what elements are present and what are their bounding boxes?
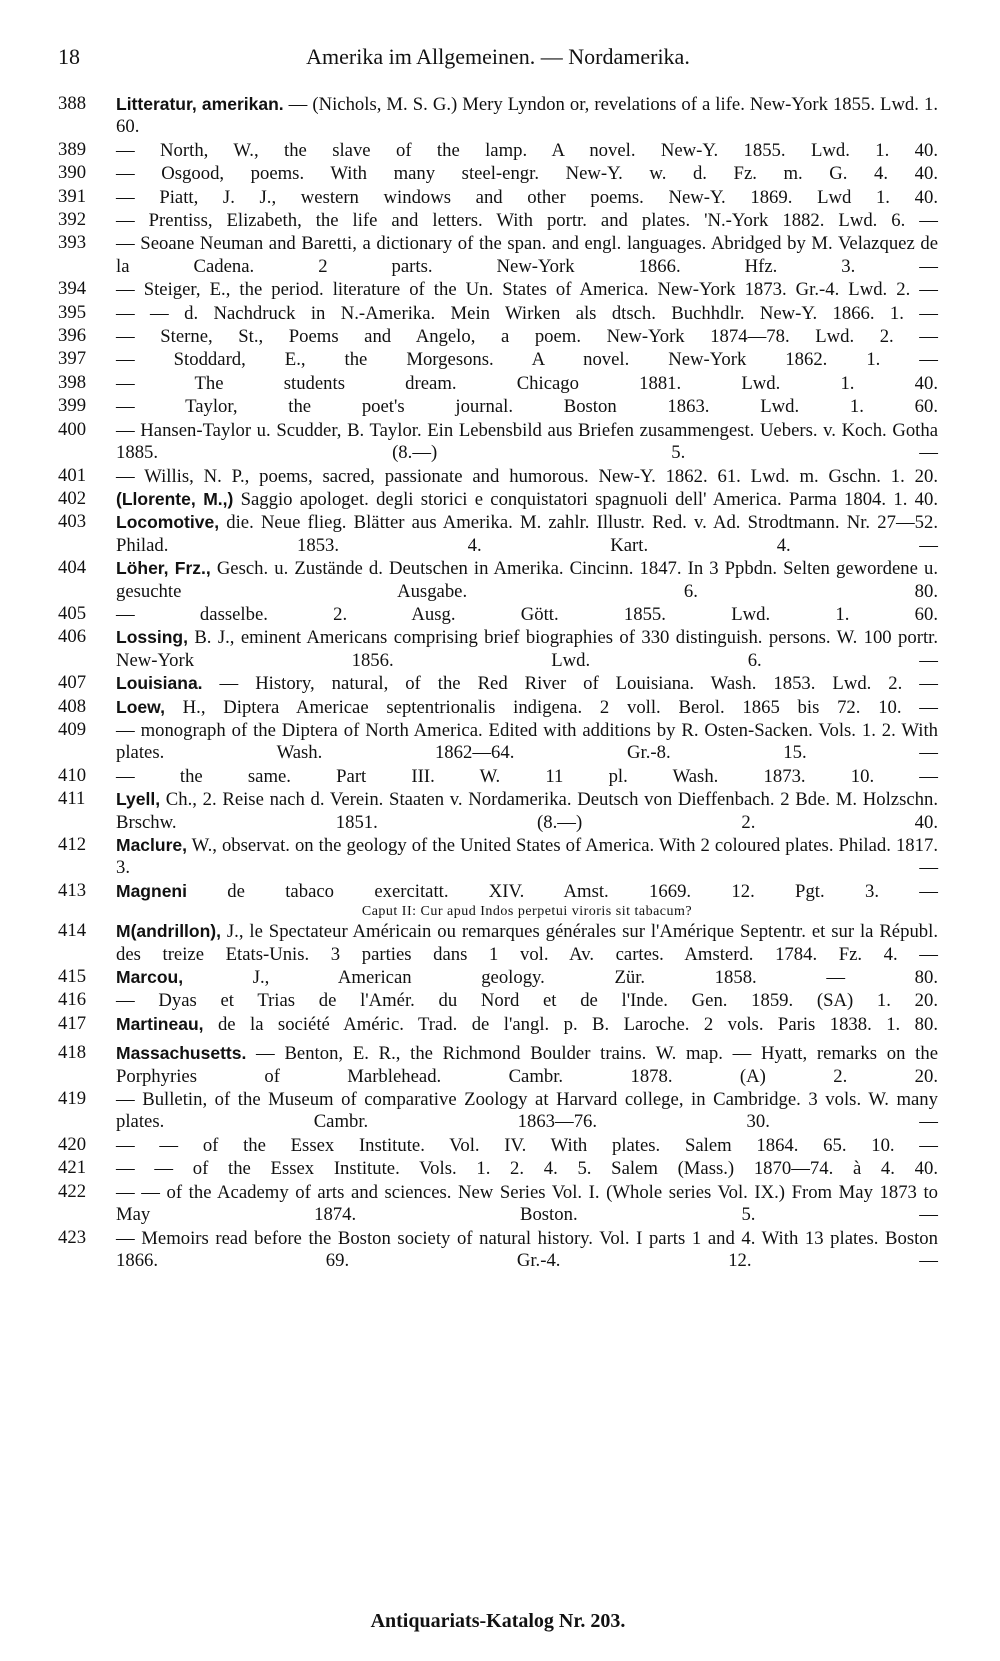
catalog-entry <box>58 232 938 278</box>
entry-heading: Locomotive, <box>116 512 220 533</box>
entry-text <box>116 1157 938 1180</box>
entry-number: 391 <box>58 185 87 207</box>
entry-number: 395 <box>58 301 87 323</box>
catalog-entry <box>58 372 938 395</box>
entry-text <box>116 788 938 834</box>
entry-description: — Prentiss, Elizabeth, the life and letters. With portr. and plates. 'N.-York 1882. Lwd. 6. — <box>116 210 938 232</box>
entry-number: 423 <box>58 1226 87 1248</box>
entry-heading: Maclure, <box>116 835 187 855</box>
entry-description: — North, W., the slave of the lamp. A novel. New-Y. 1855. Lwd. 1. 40. <box>116 139 938 161</box>
catalog-entry <box>58 93 938 139</box>
entry-text <box>116 765 938 788</box>
entry-number: 414 <box>58 920 87 942</box>
entry-number: 388 <box>58 93 87 114</box>
entry-number: 390 <box>58 162 87 184</box>
entry-description: — Taylor, the poet's journal. Boston 1863. Lwd. 1. 60. <box>116 396 938 418</box>
entry-number: 413 <box>58 879 87 901</box>
entry-heading: Martineau, <box>116 1013 204 1034</box>
catalog-entry <box>58 139 938 162</box>
entry-text <box>116 1088 938 1134</box>
entry-text <box>116 278 938 301</box>
entry-number: 397 <box>58 348 87 370</box>
entry-description: Saggio apologet. degli storici e conquistatori spagnuoli dell' America. Parma 1804. 1. 40. <box>233 488 939 510</box>
entry-number: 398 <box>58 371 87 393</box>
entry-text <box>116 719 938 765</box>
entry-heading: Magneni <box>116 880 187 901</box>
entry-text <box>116 672 938 695</box>
entry-description: H., Diptera Americae septentrionalis indigena. 2 voll. Berol. 1865 bis 72. 10. — <box>164 696 938 718</box>
entry-number: 418 <box>58 1042 87 1064</box>
entry-text <box>116 511 938 557</box>
entry-text <box>116 557 938 603</box>
catalog-entry <box>58 1227 938 1273</box>
entry-description: — Osgood, poems. With many steel-engr. New-Y. w. d. Fz. m. G. 4. 40. <box>116 163 938 185</box>
entry-description: — Bulletin, of the Museum of comparative Zoology at Harvard college, in Cambridge. 3 vols. W. many plates. Cambr. 1863—76. 30. — <box>116 1089 938 1133</box>
entry-description: — Memoirs read before the Boston society of natural history. Vol. I parts 1 and 4. With 13 plates. Boston 1866. 69. Gr.-4. 12. — <box>116 1227 938 1271</box>
catalog-entry <box>58 1134 938 1157</box>
entry-description: — Stoddard, E., the Morgesons. A novel. New-York 1862. 1. — <box>116 349 938 371</box>
entry-description: — monograph of the Diptera of North America. Edited with additions by R. Osten-Sacken. Vols. 1. 2. With plates. Wash. 1862—64. Gr.-8. 15. — <box>116 719 938 764</box>
entry-number: 408 <box>58 695 87 717</box>
entry-number: 403 <box>58 511 87 533</box>
entry-description: de la société Améric. Trad. de l'angl. p. B. Laroche. 2 vols. Paris 1838. 1. 80. <box>203 1013 938 1035</box>
entry-number: 407 <box>58 672 87 694</box>
entry-heading: Löher, Frz., <box>116 558 211 579</box>
catalog-entry <box>58 765 938 788</box>
catalog-entry <box>58 1013 938 1036</box>
catalog-entry <box>58 696 938 719</box>
entry-number: 421 <box>58 1157 87 1179</box>
entry-description: die. Neue flieg. Blätter aus Amerika. M. zahlr. Illustr. Red. v. Ad. Strodtmann. Nr. 27—52. Philad. 1853. 4. Kart. 4. — <box>116 512 938 556</box>
entry-text <box>116 834 938 880</box>
catalog-entry <box>58 419 938 465</box>
entry-text <box>116 162 938 185</box>
entry-note: Caput II: Cur apud Indos perpetui viroris sit tabacum? <box>361 904 693 920</box>
entry-text <box>116 209 938 232</box>
entry-description: — the same. Part III. W. 11 pl. Wash. 1873. 10. — <box>116 765 938 787</box>
catalog-entry <box>58 834 938 880</box>
entry-number: 422 <box>58 1180 87 1202</box>
entry-text <box>116 603 938 626</box>
catalog-entry <box>58 920 938 966</box>
entry-text <box>116 488 938 511</box>
entry-number: 412 <box>58 834 87 855</box>
entry-number: 415 <box>58 966 87 988</box>
entry-heading: Litteratur, amerikan. <box>116 94 284 114</box>
entry-text <box>116 302 938 325</box>
entry-heading: Loew, <box>116 696 165 717</box>
entry-number: 392 <box>58 209 87 231</box>
entry-text <box>116 989 938 1012</box>
entry-text <box>116 139 938 162</box>
catalog-entry <box>58 395 938 418</box>
entry-text <box>116 186 938 209</box>
entry-text <box>116 348 938 371</box>
catalog-entry <box>58 1181 938 1227</box>
entry-description: — — of the Essex Institute. Vols. 1. 2. 4. 5. Salem (Mass.) 1870—74. à 4. 40. <box>116 1158 938 1180</box>
catalog-entry <box>58 989 938 1012</box>
entry-number: 411 <box>58 788 86 810</box>
entry-description: — — of the Essex Institute. Vol. IV. With plates. Salem 1864. 65. 10. — <box>116 1134 938 1156</box>
catalog-footer: Antiquariats-Katalog Nr. 203. <box>370 1610 626 1632</box>
entry-number: 409 <box>58 718 87 740</box>
entry-text <box>116 1042 938 1088</box>
entry-number: 405 <box>58 602 87 624</box>
catalog-entry <box>58 348 938 371</box>
catalog-entry <box>58 278 938 301</box>
entry-description: Ch., 2. Reise nach d. Verein. Staaten v. Nordamerika. Deutsch von Dieffenbach. 2 Bde. M. Holzschn. Brschw. 1851. (8.—) 2. 40. <box>116 789 938 833</box>
entry-heading: Lossing, <box>116 627 188 648</box>
entry-number: 401 <box>58 464 87 486</box>
entry-description: — dasselbe. 2. Ausg. Gött. 1855. Lwd. 1. 60. <box>116 603 938 625</box>
catalog-entry <box>58 488 938 511</box>
entry-heading: Marcou, <box>116 967 184 988</box>
entry-description: J., le Spectateur Américain ou remarques générales sur l'Amérique Septentr. et sur la Républ. des treize Etats-Unis. 3 parties dans 1 vol. Av. cartes. Amsterd. 1784. Fz. 4. — <box>116 921 938 965</box>
entry-number: 400 <box>58 418 87 440</box>
entry-number: 417 <box>58 1012 87 1034</box>
entry-text <box>116 419 938 465</box>
entry-text <box>116 1134 938 1157</box>
entry-text <box>116 1227 938 1273</box>
entry-heading: Louisiana. <box>116 673 203 694</box>
entry-heading: (Llorente, M.,) <box>116 488 234 509</box>
entry-description: — Hansen-Taylor u. Scudder, B. Taylor. Ein Lebensbild aus Briefen zusammengest. Uebers. v. Koch. Gotha 1885. (8.—) 5. — <box>116 419 938 464</box>
catalog-entry <box>58 966 938 989</box>
entry-heading: M(andrillon), <box>116 921 221 942</box>
entry-number: 420 <box>58 1133 87 1155</box>
entry-text <box>116 920 938 966</box>
entry-description: — Benton, E. R., the Richmond Boulder trains. W. map. — Hyatt, remarks on the Porphyries of Marblehead. Cambr. 1878. (A) 2. 20. <box>116 1043 938 1087</box>
entry-number: 404 <box>58 557 87 579</box>
catalog-entry <box>58 465 938 488</box>
entry-description: — (Nichols, M. S. G.) Mery Lyndon or, revelations of a life. New-York 1855. Lwd. 1. 60. <box>116 94 938 138</box>
entry-description: — Dyas et Trias de l'Amér. du Nord et de l'Inde. Gen. 1859. (SA) 1. 20. <box>116 990 938 1012</box>
entry-description: — Seoane Neuman and Baretti, a dictionary of the span. and engl. languages. Abridged by M. Velazquez de la Cadena. 2 parts. New-York 1866. Hfz. 3. — <box>116 233 938 277</box>
catalog-entry <box>58 302 938 325</box>
entry-text <box>116 325 938 348</box>
catalog-entry <box>58 162 938 185</box>
entry-number: 410 <box>58 764 87 786</box>
entry-heading: Massachusetts. <box>116 1043 247 1064</box>
entry-description: B. J., eminent Americans comprising brief biographies of 330 distinguish. persons. W. 100 portr. New-York 1856. Lwd. 6. — <box>116 627 938 671</box>
catalog-entry <box>58 1088 938 1134</box>
entry-number: 396 <box>58 325 87 347</box>
entry-description: — History, natural, of the Red River of Louisiana. Wash. 1853. Lwd. 2. — <box>202 673 938 695</box>
entry-number: 419 <box>58 1088 87 1110</box>
catalog-entry <box>58 511 938 557</box>
entry-description: de tabaco exercitatt. XIV. Amst. 1669. 12. Pgt. 3. — <box>186 880 938 902</box>
entry-description: J., American geology. Zür. 1858. — 80. <box>183 967 938 989</box>
catalog-entry <box>58 880 938 920</box>
catalog-entry <box>58 788 938 834</box>
entry-description: W., observat. on the geology of the United States of America. With 2 coloured plates. Philad. 1817. 3. — <box>116 835 938 879</box>
page-header <box>58 44 938 78</box>
catalog-entry <box>58 626 938 672</box>
page-number: 18 <box>58 44 80 69</box>
entry-number: 389 <box>58 138 87 160</box>
entry-number: 393 <box>58 232 87 254</box>
catalog-entry <box>58 672 938 695</box>
catalog-entry <box>58 209 938 232</box>
entry-number: 402 <box>58 487 87 509</box>
entry-description: — — d. Nachdruck in N.-Amerika. Mein Wirken als dtsch. Buchhdlr. New-Y. 1866. 1. — <box>116 302 938 324</box>
entry-heading: Lyell, <box>116 789 161 810</box>
entry-description: — Sterne, St., Poems and Angelo, a poem. New-York 1874—78. Lwd. 2. — <box>116 326 938 348</box>
entry-text <box>116 232 938 278</box>
entry-number: 394 <box>58 278 87 300</box>
entry-description: — Willis, N. P., poems, sacred, passionate and humorous. New-Y. 1862. 61. Lwd. m. Gschn. 1. 20. <box>116 465 938 487</box>
entry-description: — — of the Academy of arts and sciences. New Series Vol. I. (Whole series Vol. IX.) From May 1873 to May 1874. Boston. 5. — <box>116 1181 938 1226</box>
entry-description: — Steiger, E., the period. literature of the Un. States of America. New-York 1873. Gr.-4. Lwd. 2. — <box>116 279 938 301</box>
catalog-entry <box>58 325 938 348</box>
entry-text <box>116 1013 938 1036</box>
entry-text <box>116 1181 938 1227</box>
entry-description: Gesch. u. Zustände d. Deutschen in Amerika. Cincinn. 1847. In 3 Ppbdn. Selten gewordene u. gesuchte Ausgabe. 6. 80. <box>116 558 938 602</box>
entry-description: — The students dream. Chicago 1881. Lwd. 1. 40. <box>116 372 938 394</box>
entry-number: 416 <box>58 989 87 1011</box>
catalog-entries <box>58 93 938 1272</box>
entry-text <box>116 966 938 989</box>
entry-text <box>116 395 938 418</box>
entry-text <box>116 626 938 672</box>
entry-number: 399 <box>58 395 87 417</box>
entry-number: 406 <box>58 626 87 648</box>
entry-description: — Piatt, J. J., western windows and other poems. New-Y. 1869. Lwd 1. 40. <box>116 186 938 208</box>
catalog-entry <box>58 719 938 765</box>
catalog-entry <box>58 1042 938 1088</box>
catalog-entry <box>58 1157 938 1180</box>
entry-text <box>116 93 938 139</box>
entry-text <box>116 880 938 903</box>
entry-text <box>116 696 938 719</box>
running-title: Amerika im Allgemeinen. — Nordamerika. <box>306 44 690 69</box>
entry-text <box>116 372 938 395</box>
catalog-entry <box>58 557 938 603</box>
entry-text <box>116 465 938 488</box>
catalog-entry <box>58 603 938 626</box>
catalog-entry <box>58 186 938 209</box>
